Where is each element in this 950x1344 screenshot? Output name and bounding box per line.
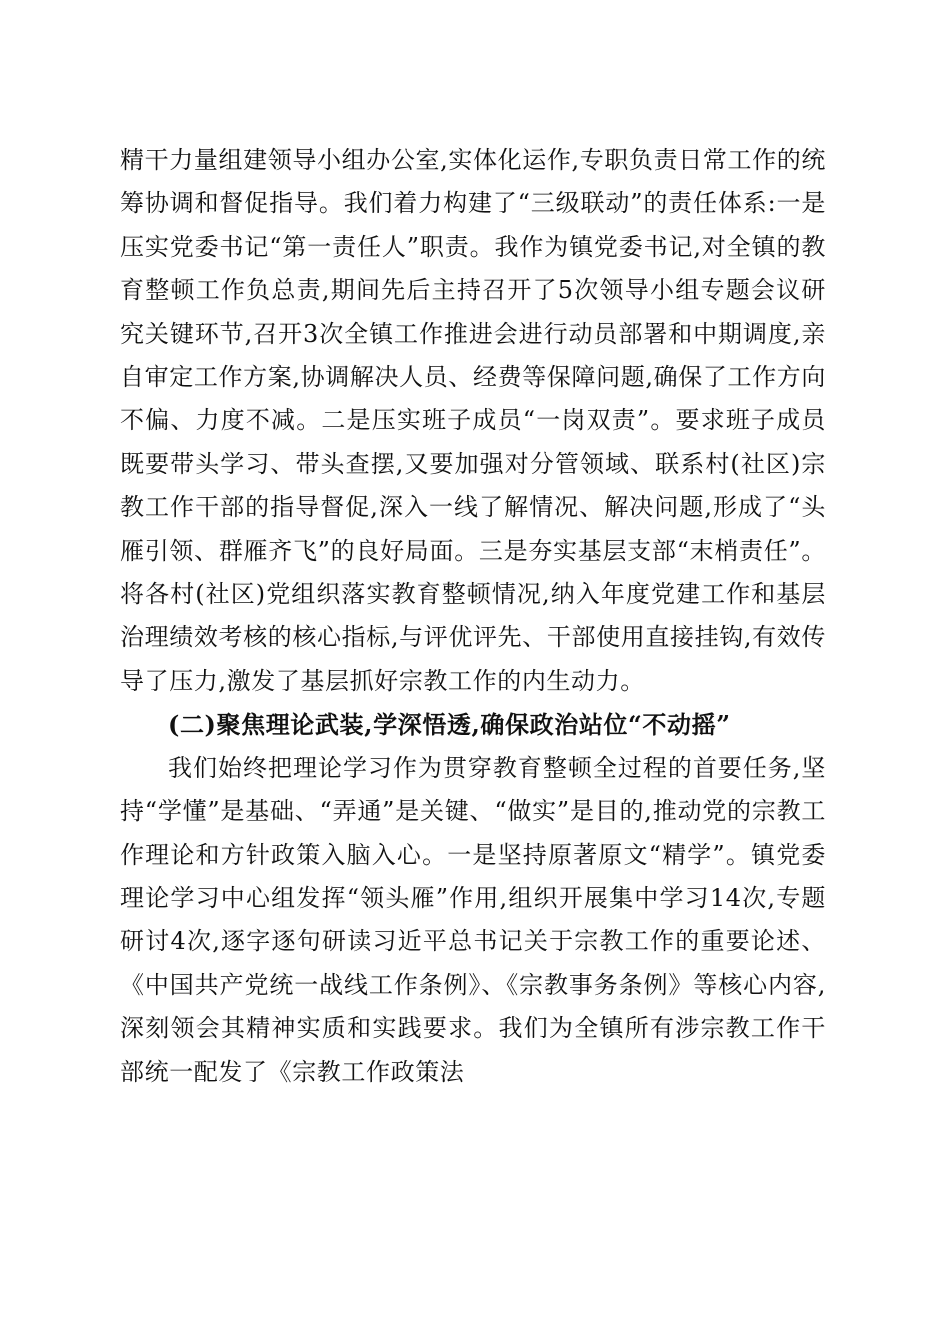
paragraph-theory-study: 我们始终把理论学习作为贯穿教育整顿全过程的首要任务,坚持“学懂”是基础、“弄通”是关键、“做实”是目的,推动党的宗教工作理论和方针政策入脑入心。一是坚持原著原文“精学”。镇党委理论学习中心组发挥“领头雁”作用,组织开展集中学习14次,专题研讨4次,逐字逐句研读习近平总书记关于宗教工作的重要论述、《中国共产党统一战线工作条例》、《宗教事务条例》等核心内容,深刻领会其精神实质和实践要求。我们为全镇所有涉宗教工作干部统一配发了《宗教工作政策法 xyxy=(120,753,826,1086)
document-body xyxy=(120,139,826,1094)
paragraph-responsibility-system: 精干力量组建领导小组办公室,实体化运作,专职负责日常工作的统筹协调和督促指导。我们着力构建了“三级联动”的责任体系:一是压实党委书记“第一责任人”职责。我作为镇党委书记,对全镇的教育整顿工作负总责,期间先后主持召开了5次领导小组专题会议研究关键环节,召开3次全镇工作推进会进行动员部署和中期调度,亲自审定工作方案,协调解决人员、经费等保障问题,确保了工作方向不偏、力度不减。二是压实班子成员“一岗双责”。要求班子成员既要带头学习、带头查摆,又要加强对分管领域、联系村(社区)宗教工作干部的指导督促,深入一线了解情况、解决问题,形成了“头雁引领、群雁齐飞”的良好局面。三是夯实基层支部“末梢责任”。将各村(社区)党组织落实教育整顿情况,纳入年度党建工作和基层治理绩效考核的核心指标,与评优评先、干部使用直接挂钩,有效传导了压力,激发了基层抓好宗教工作的内生动力。 xyxy=(120,146,826,695)
section-heading-theory: (二)聚焦理论武装,学深悟透,确保政治站位“不动摇” xyxy=(168,710,731,740)
